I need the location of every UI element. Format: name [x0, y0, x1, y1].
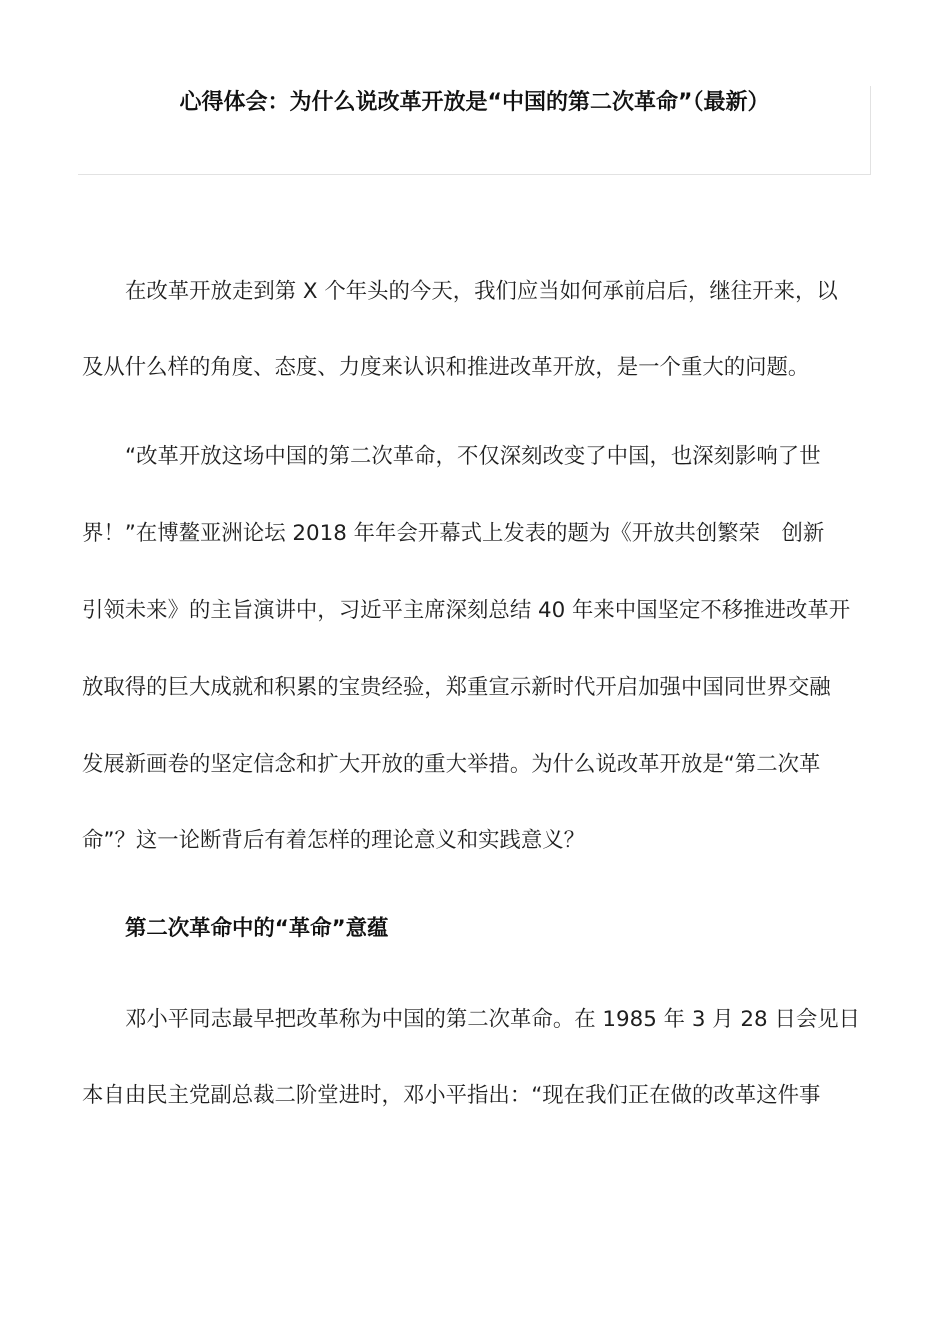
paragraph-line: “改革开放这场中国的第二次革命，不仅深刻改变了中国，也深刻影响了世 [125, 444, 821, 469]
paragraph-line: 本自由民主党副总裁二阶堂进时，邓小平指出：“现在我们正在做的改革这件事 [82, 1083, 821, 1108]
paragraph-line: 邓小平同志最早把改革称为中国的第二次革命。在 1985 年 3 月 28 日会见日 [125, 1007, 861, 1032]
paragraph-line: 及从什么样的角度、态度、力度来认识和推进改革开放，是一个重大的问题。 [82, 355, 810, 380]
section-heading: 第二次革命中的“革命”意蕴 [125, 916, 389, 941]
paragraph-line: 放取得的巨大成就和积累的宝贵经验，郑重宣示新时代开启加强中国同世界交融 [82, 675, 831, 700]
paragraph-line: 界！”在博鳌亚洲论坛 2018 年年会开幕式上发表的题为《开放共创繁荣 创新 [82, 521, 825, 546]
document-title: 心得体会：为什么说改革开放是“中国的第二次革命”（最新） [179, 90, 770, 115]
paragraph-line: 在改革开放走到第 X 个年头的今天，我们应当如何承前启后，继往开来，以 [125, 279, 838, 304]
paragraph-line: 发展新画卷的坚定信念和扩大开放的重大举措。为什么说改革开放是“第二次革 [82, 752, 821, 777]
paragraph-line: 引领未来》的主旨演讲中，习近平主席深刻总结 40 年来中国坚定不移推进改革开 [82, 598, 851, 623]
title-box [78, 86, 871, 175]
paragraph-line: 命”？这一论断背后有着怎样的理论意义和实践意义？ [82, 828, 586, 853]
